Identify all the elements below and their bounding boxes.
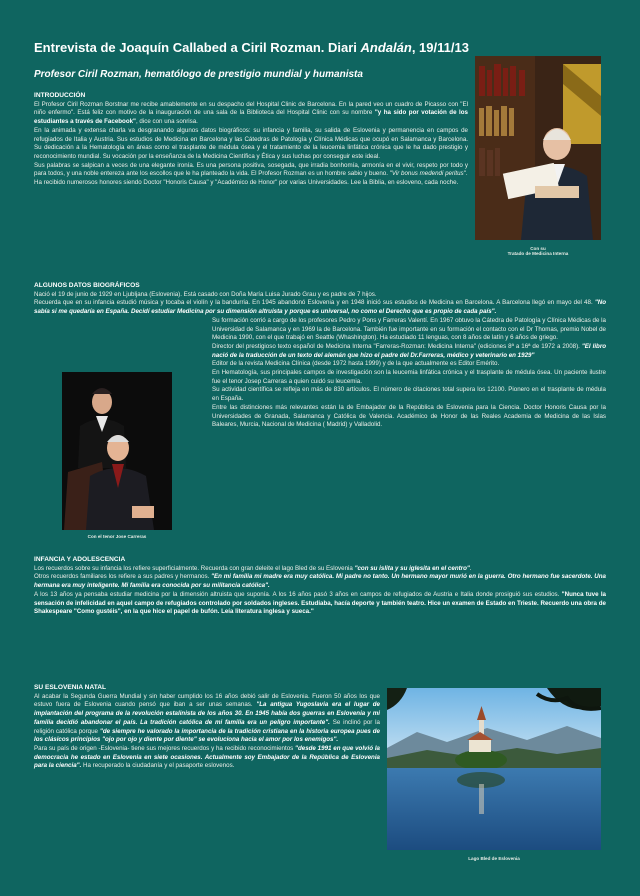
lake-bled-photo — [387, 688, 601, 850]
page-title: Entrevista de Joaquín Callabed a Ciril Rozman. Diari Andalán, 19/11/13 — [34, 40, 469, 55]
portrait-caption — [475, 246, 601, 256]
bio-paragraph-3: Su formación corrió a cargo de los profesores Pedro y Pons y Farreras Valentí. En 1967 obtuvo la Cátedra de Patología y Clínica Médicas de la Universidad de Salamanca y en 1969 la de Barcelona. También fue importante en su formación el contacto con el Dr Thomas, premio Nobel de Medicina 1990, con el que trabajó en Seattle (Whashington). Ha estudiado 11 lenguas, con 8 años de latín y 6 años de griego. — [212, 316, 606, 342]
intro-paragraph-3: Sus palabras se salpican a veces de una elegante ironía. Es una persona positiva, sosegada, que irradia bonhomía, armonía en el vivir, respeto por todo y para todos, y una noble entereza ante los escollos que le ha planteado la vida. El Profesor Rozman es un hombre sabio y bueno. "Vir bonus medendi peritus". — [34, 161, 468, 178]
childhood-paragraph-2: Otros recuerdos familiares los refiere a sus padres y hermanos. "En mi familia mi madre era muy católica. Mi padre no tanto. Un hermano mayor murió en la guerra. Otro hermano fue sacerdote. Una hermana era muy inteligente. Mi familia era conocida por su militancia católica". — [34, 573, 606, 590]
slovenia-paragraph-1: Al acabar la Segunda Guerra Mundial y sin haber cumplido los 16 años debió salir de Eslovenia. Fueron 50 años los que estuvo fuera de Eslovenia cuando pensó que iban a ser unas semanas. "La antigua Yugoslavia era el lugar de implantación del programa de la revolución estalinista de los años 30. En 1945 había dos guerras en Eslovenia y mi familia decidió abandonar el país. La tradición católica de mi familia era un peligro importante". Se inclinó por la religión católica porque "de siempre he valorado la importancia de la tradición cristiana en la historia europea pues de los clásicos principios "ojo por ojo y diente por diente" se evoluciona hacia el amor por los enemigos". — [34, 692, 380, 744]
bio-paragraph-7: Su actividad científica se refleja en más de 830 artículos. El número de citaciones total supera los 12100. Pionero en el trasplante de médula en España. — [212, 386, 606, 403]
slovenia-heading: SU ESLOVENIA NATAL — [34, 684, 107, 691]
bio-paragraph-4: Director del prestigioso texto español de Medicina Interna "Farreras-Rozman: Medicina Interna" (ediciones 8ª a 16ª de 1972 a 2008). "El libro nació de la traducción de un texto del alemán que hizo el padre del Dr.Farreras, médico y veterinario en 1929" — [212, 342, 607, 359]
portrait-caption-line-1: Con su — [530, 246, 546, 251]
intro-heading: INTRODUCCIÓN — [34, 92, 86, 99]
bio-heading: ALGUNOS DATOS BIOGRÁFICOS — [34, 282, 140, 289]
bio-paragraph-6: En Hematología, sus principales campos de investigación son la leucemia linfática crónica y el trasplante de médula ósea. Un paciente ilustre fue el tenor Josep Carreras a quien cuidó su leucemia. — [212, 369, 606, 385]
page-subtitle: Profesor Ciril Rozman, hematólogo de prestigio mundial y humanista — [34, 69, 363, 80]
intro-paragraph-4: Ha recibido numerosos honores siendo Doctor "Honoris Causa" y "Académico de Honor" por varias Universidades. Lee la Biblia, en esloveno, cada noche. — [34, 179, 459, 187]
lake-bled-caption: Lago Bled de Eslovenia — [468, 856, 520, 861]
carreras-photo — [62, 372, 172, 530]
childhood-heading: INFANCIA Y ADOLESCENCIA — [34, 556, 126, 563]
intro-paragraph-2: En la animada y extensa charla va desgranando algunos datos biográficos: su infancia y familia, su salida de Eslovenia y permanencia en campos de refugiados de Italia y Austria. Sus estudios de Medicina en Barcelona y las Cátedras de Patología y Clínica Médicas que ocupó en Salamanca y Barcelona. Su dedicación a la Hematología en áreas como el trasplante de médula ósea y el tratamiento de la leucemia linfática crónica que le ha dado prestigio y reconocimiento mundial. Su vocación por la enseñanza de la Medicina Científica y Ética y sus luchas por conseguir este ideal. — [34, 126, 468, 160]
childhood-section — [34, 556, 606, 617]
bio-paragraph-1: Nació el 19 de junio de 1929 en Ljubljana (Eslovenia). Está casado con Doña María Luisa Jurado Grau y es padre de 7 hijos. — [34, 290, 377, 298]
portrait-photo — [475, 56, 601, 240]
childhood-paragraph-1: Los recuerdos sobre su infancia los refiere superficialmente. Recuerda con gran deleite el lago Bled de su Eslovenia "con su islita y su iglesita en el centro". — [34, 564, 472, 572]
portrait-caption-line-2: Tratado de Medicina Interna — [507, 251, 569, 256]
bio-paragraph-8: Entre las distinciones más relevantes están la de Embajador de la República de Eslovenia para la Ciencia. Doctor Honoris Causa por la Universidades de Granada, Salamanca y Católica de Valencia. Académico de Honor de las Reales Academia de Medicina de las Islas Baleares, Murcia, Nacional de Medicina ( Madrid) y Valladolid. — [212, 403, 606, 429]
slovenia-paragraph-2: Para su país de origen -Eslovenia- tiene sus mejores recuerdos y ha recibido reconocimientos "desde 1991 en que volvió la democracia he estado en Eslovenia en siete ocasiones. Actualmente soy Embajador de la República de Eslovenia para la ciencia". Ha recuperado la ciudadanía y el pasaporte eslovenos. — [34, 744, 380, 770]
slovenia-section — [34, 684, 380, 771]
childhood-paragraph-3: A los 13 años ya pensaba estudiar medicina por la dimensión altruista que suponía. A los 16 años pasó 3 años en campos de refugiados de Austria e Italia donde prosiguió sus estudios. "Nunca tuve la sensación de infelicidad en aquel campo de refugiados controlado por soldados ingleses. Estudiaba, hacía deporte y también teatro. Hice un examen de Estado en Trieste. Recuerdo una obra de Shakespeare "Como gustéis", en la que hice el papel de bufón. Leía literatura inglesa y sueca." — [34, 590, 606, 616]
intro-section — [34, 92, 468, 188]
intro-paragraph-1: El Profesor Ciril Rozman Borstnar me recibe amablemente en su despacho del Hospital Clinic de Barcelona. En la pared veo un cuadro de Picasso con "El niño enfermo". Está feliz con motivo de la inauguración de una sala de la Biblioteca del Hospital Clinic con su nombre "y ha sido por votación de los estudiantes a través de Facebook", dice con una sonrisa. — [34, 100, 468, 126]
bio-paragraph-2: Recuerda que en su infancia estudió música y tocaba el violín y la bandurria. En 1945 abandonó Eslovenia y en 1948 inició sus estudios de Medicina en Barcelona. A Barcelona llegó en mayo del 48. "No sabía si me quedaría en España. Decidí estudiar Medicina por su dimensión altruista y porque es universal, no como el Derecho que es propio de cada país". — [34, 299, 606, 316]
carreras-caption: Con el tenor Jose Carreras — [87, 534, 147, 539]
bio-paragraph-5: Editor de la revista Medicina Clínica (desde 1972 hasta 1999) y de la que actualmente es Editor Emérito. — [212, 360, 500, 368]
